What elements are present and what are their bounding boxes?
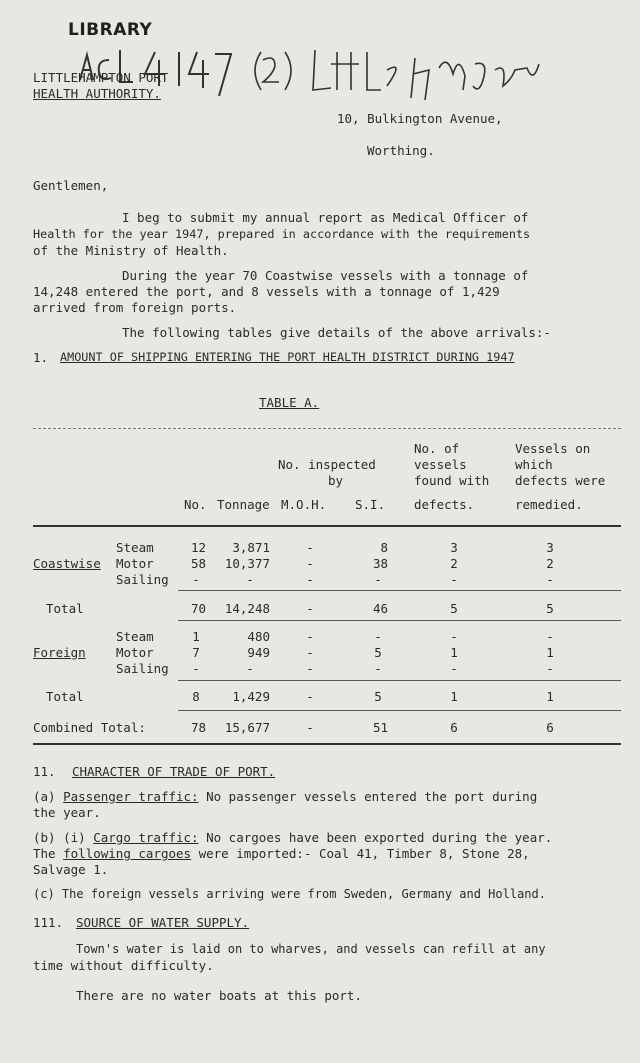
- address-line2: Worthing.: [367, 143, 435, 158]
- paragraph-2-line3: arrived from foreign ports.: [33, 300, 237, 315]
- combined-total-si: 51: [372, 720, 388, 735]
- foreign-steam-si: -: [374, 629, 382, 644]
- coastwise-steam-type: Steam: [116, 540, 154, 555]
- paragraph-2-line2: 14,248 entered the port, and 8 vessels with a tonnage of 1,429: [33, 284, 500, 299]
- foreign-total-si: 5: [374, 689, 382, 704]
- header-no: No.: [184, 497, 207, 512]
- section-3-p2: There are no water boats at this port.: [76, 988, 362, 1003]
- table-top-rule: [33, 428, 621, 429]
- header-defects-1: No. of: [414, 441, 460, 456]
- paragraph-1-line2: Health for the year 1947, prepared in accordance with the requirements: [33, 227, 531, 241]
- section-2b-line1: (b) (i) Cargo traffic: No cargoes have been exported during the year.: [33, 830, 553, 845]
- foreign-motor-tonnage: 949: [247, 645, 270, 660]
- paragraph-1-line3: of the Ministry of Health.: [33, 243, 229, 258]
- coastwise-total-remedied: 5: [546, 601, 554, 616]
- foreign-steam-type: Steam: [116, 629, 154, 644]
- foreign-steam-moh: -: [306, 629, 314, 644]
- coastwise-total-defects: 5: [450, 601, 458, 616]
- section-3-number: 111.: [33, 915, 64, 930]
- address-line1: 10, Bulkington Avenue,: [337, 111, 503, 126]
- foreign-sailing-defects: -: [450, 661, 458, 676]
- header-defects-3: found with: [414, 473, 490, 488]
- section-3-p1-line1: Town's water is laid on to wharves, and vessels can refill at any: [76, 942, 546, 956]
- combined-total-no: 78: [190, 720, 206, 735]
- header-defects-2: vessels: [414, 457, 467, 472]
- coastwise-sailing-si: -: [374, 572, 382, 587]
- header-inspected: No. inspected: [278, 457, 376, 472]
- coastwise-steam-defects: 3: [450, 540, 458, 555]
- header-remedied-1: Vessels on: [515, 441, 591, 456]
- coastwise-motor-tonnage: 10,377: [224, 556, 270, 571]
- coastwise-sailing-defects: -: [450, 572, 458, 587]
- header-remedied-2: which: [515, 457, 553, 472]
- foreign-label: Foreign: [33, 645, 86, 660]
- coastwise-total-moh: -: [306, 601, 314, 616]
- section-1-title: AMOUNT OF SHIPPING ENTERING THE PORT HEALTH DISTRICT DURING 1947: [60, 350, 515, 364]
- header-si: S.I.: [355, 497, 386, 512]
- foreign-motor-type: Motor: [116, 645, 154, 660]
- combined-total-moh: -: [306, 720, 314, 735]
- authority-line2: HEALTH AUTHORITY.: [33, 86, 161, 101]
- section-2a-line1: (a) Passenger traffic: No passenger vessels entered the port during: [33, 789, 538, 804]
- header-remedied-3: defects were: [515, 473, 606, 488]
- combined-total-label: Combined Total:: [33, 720, 146, 735]
- salutation: Gentlemen,: [33, 178, 109, 193]
- section-3-p1-line2: time without difficulty.: [33, 958, 214, 973]
- foreign-sailing-no: -: [192, 661, 200, 676]
- coastwise-sailing-moh: -: [306, 572, 314, 587]
- coastwise-motor-si: 38: [372, 556, 388, 571]
- library-stamp: LIBRARY: [68, 20, 153, 40]
- paragraph-1-line1: I beg to submit my annual report as Medical Officer of: [122, 210, 529, 225]
- foreign-total-label: Total: [46, 689, 84, 704]
- foreign-motor-remedied: 1: [546, 645, 554, 660]
- foreign-sailing-type: Sailing: [116, 661, 169, 676]
- header-moh: M.O.H.: [281, 497, 327, 512]
- coastwise-total-label: Total: [46, 601, 84, 616]
- coastwise-sailing-no: -: [192, 572, 200, 587]
- header-bottom-rule: [33, 525, 621, 527]
- section-3-title: SOURCE OF WATER SUPPLY.: [76, 915, 250, 930]
- paragraph-3: The following tables give details of the above arrivals:-: [122, 325, 551, 340]
- foreign-subtotal-rule: [178, 680, 621, 681]
- foreign-total-remedied: 1: [546, 689, 554, 704]
- header-inspected-by: by: [328, 473, 344, 488]
- coastwise-total-si: 46: [372, 601, 388, 616]
- coastwise-motor-no: 58: [190, 556, 206, 571]
- foreign-total-no: 8: [192, 689, 200, 704]
- header-defects-4: defects.: [414, 497, 475, 512]
- coastwise-motor-remedied: 2: [546, 556, 554, 571]
- foreign-total-tonnage: 1,429: [232, 689, 270, 704]
- foreign-bottom-rule: [178, 710, 621, 711]
- table-bottom-rule: [33, 743, 621, 745]
- section-2-title: CHARACTER OF TRADE OF PORT.: [72, 764, 276, 779]
- table-title: TABLE A.: [259, 395, 320, 410]
- coastwise-sailing-remedied: -: [546, 572, 554, 587]
- authority-line1: LITTLEHAMPTON PORT: [33, 70, 169, 85]
- section-2b-line3: Salvage 1.: [33, 862, 109, 877]
- coastwise-steam-remedied: 3: [546, 540, 554, 555]
- paragraph-2-line1: During the year 70 Coastwise vessels with a tonnage of: [122, 268, 529, 283]
- coastwise-sailing-tonnage: -: [246, 572, 254, 587]
- header-remedied-4: remedied.: [515, 497, 583, 512]
- combined-total-defects: 6: [450, 720, 458, 735]
- coastwise-steam-moh: -: [306, 540, 314, 555]
- combined-total-remedied: 6: [546, 720, 554, 735]
- foreign-sailing-si: -: [374, 661, 382, 676]
- coastwise-bottom-rule: [178, 620, 621, 621]
- section-2a-line2: the year.: [33, 805, 101, 820]
- coastwise-sailing-type: Sailing: [116, 572, 169, 587]
- foreign-steam-no: 1: [192, 629, 200, 644]
- combined-total-tonnage: 15,677: [224, 720, 270, 735]
- foreign-motor-no: 7: [192, 645, 200, 660]
- coastwise-steam-tonnage: 3,871: [232, 540, 270, 555]
- header-tonnage: Tonnage: [217, 497, 270, 512]
- section-2c: (c) The foreign vessels arriving were from Sweden, Germany and Holland.: [33, 887, 546, 901]
- foreign-motor-moh: -: [306, 645, 314, 660]
- coastwise-total-tonnage: 14,248: [224, 601, 270, 616]
- foreign-sailing-remedied: -: [546, 661, 554, 676]
- foreign-total-moh: -: [306, 689, 314, 704]
- section-1-number: 1.: [33, 350, 49, 365]
- foreign-sailing-tonnage: -: [246, 661, 254, 676]
- section-2b-line2: The following cargoes were imported:- Coal 41, Timber 8, Stone 28,: [33, 846, 530, 861]
- coastwise-steam-no: 12: [190, 540, 206, 555]
- coastwise-subtotal-rule: [178, 590, 621, 591]
- coastwise-motor-defects: 2: [450, 556, 458, 571]
- section-2-number: 11.: [33, 764, 56, 779]
- foreign-total-defects: 1: [450, 689, 458, 704]
- foreign-steam-tonnage: 480: [247, 629, 270, 644]
- coastwise-motor-moh: -: [306, 556, 314, 571]
- coastwise-steam-si: 8: [380, 540, 388, 555]
- foreign-sailing-moh: -: [306, 661, 314, 676]
- coastwise-motor-type: Motor: [116, 556, 154, 571]
- foreign-motor-defects: 1: [450, 645, 458, 660]
- foreign-steam-remedied: -: [546, 629, 554, 644]
- foreign-motor-si: 5: [374, 645, 382, 660]
- coastwise-label: Coastwise: [33, 556, 101, 571]
- foreign-steam-defects: -: [450, 629, 458, 644]
- coastwise-total-no: 70: [190, 601, 206, 616]
